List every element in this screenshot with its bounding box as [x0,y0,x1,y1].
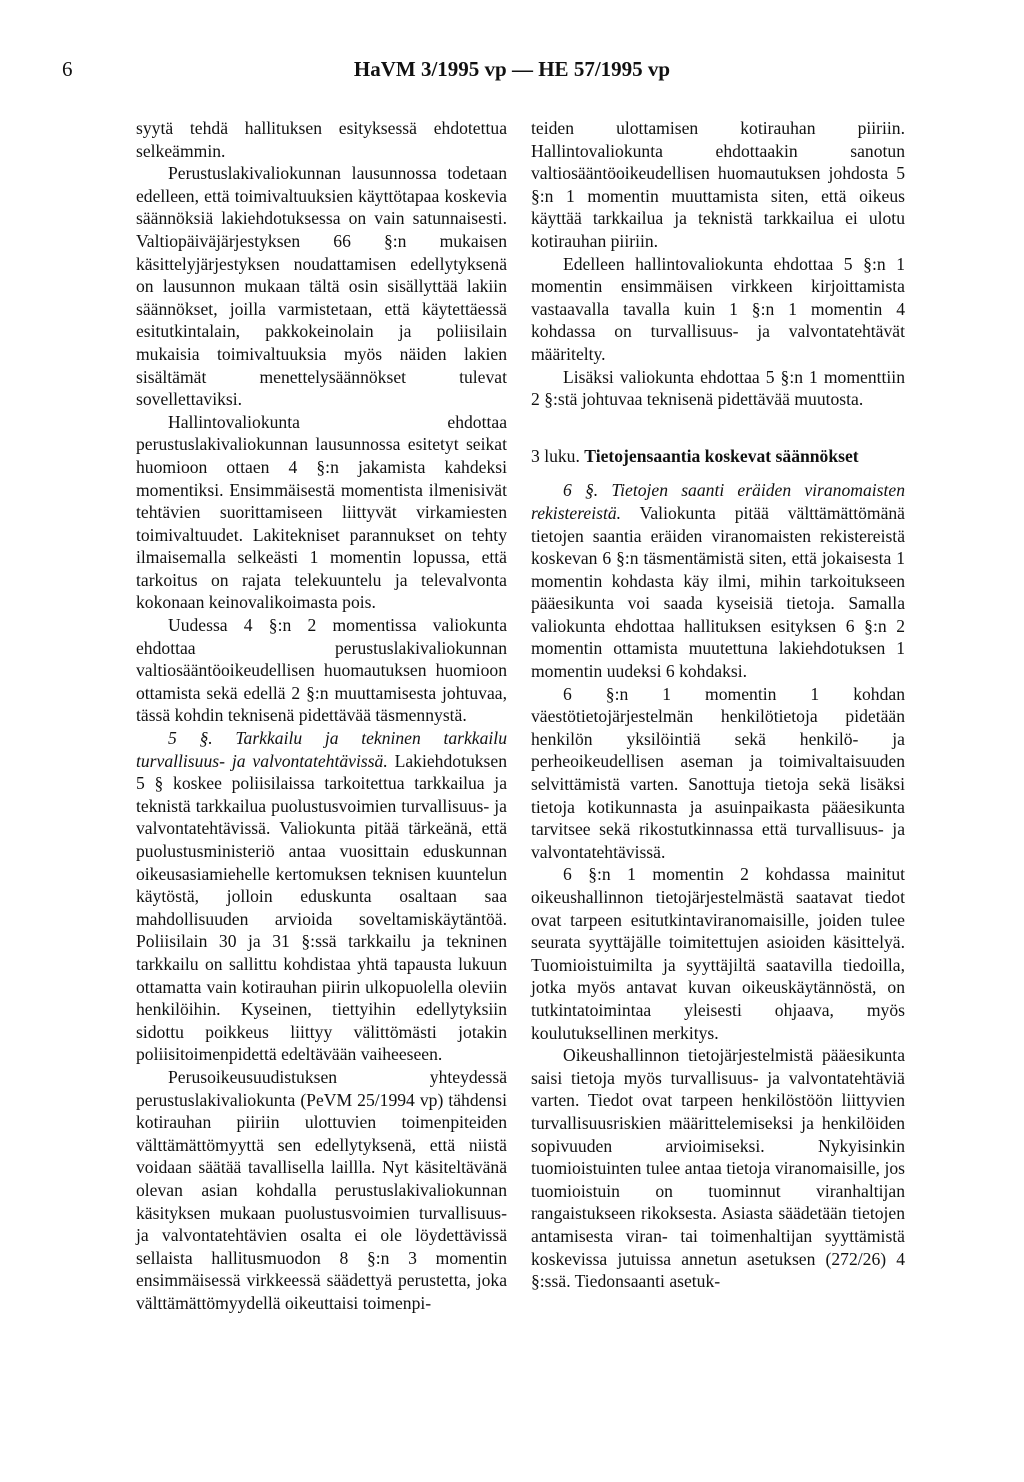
paragraph: Perusoikeusuudistuksen yhteydessä perustuslakivaliokunta (PeVM 25/1994 vp) tähdensi kotirauhan piiriin ulottuvien toimenpiteiden välttämättömyyttä sen edellytyksenä, että niistä voidaan säätää tavallisella laillla. Nyt käsiteltävänä olevan asian kohdalla perustuslakivaliokunnan käsityksen mukaan puolustusvoimien turvallisuus- ja valvontatehtävien osalta ei ole löydettävissä sellaista hallitusmuodon 8 §:n 3 momentin ensimmäisessä virkkeessä säädettyä perustetta, joka välttämättömyydellä oikeuttaisi toimenpi- [136,1066,507,1313]
chapter-number: 3 luku. [531,445,580,466]
paragraph: syytä tehdä hallituksen esityksessä ehdotettua selkeämmin. [136,118,507,161]
chapter-heading [531,445,905,468]
paragraph: Perustuslakivaliokunnan lausunnossa todetaan edelleen, että toimivaltuuksien käyttötapaa koskevia säännöksiä lakiehdotuksessa on vain satunnaisesti. Valtiopäiväjärjestyksen 66 §:n mukaisen käsittelyjärjestyksen noudattamisen edellytyksenä on lausunnon mukaan tältä osin sisällyttää lakiin säännökset, joilla varmistetaan, että käytettäessä esitutkintalain, pakkokeinolain ja poliisilain mukaisia toimivaltuuksia myös näiden lakien sisältämät menettelysäännökset tulevat sovellettaviksi. [136,163,507,410]
section-body: Lakiehdotuksen 5 § koskee poliisilaissa tarkoitettua tarkkailua ja teknistä tarkkailua puolustusvoimien turvallisuus- ja valvontatehtävissä. Valiokunta pitää tärkeänä, että puolustusministeriö antaa vuosittain eduskunnan oikeusasiamiehelle kertomuksen teknisen kuuntelun käytöstä, jolloin eduskunta osaltaan saa mahdollisuuden arvioida soveltamiskäytäntöä. Poliisilain 30 ja 31 §:ssä tarkkailu ja tekninen tarkkailu on sallittu kohdistaa yhtä tapausta lukuun ottamatta vain kotirauhan piirin ulkopuolella oleviin henkilöihin. Kyseinen, tiettyihin edellytyksiin sidottu poikkeus liittyy välittömästi jotakin poliisitoimenpidettä edeltävään vaiheeseen. [136,750,508,1065]
section-body: Valiokunta pitää välttämättömänä tietojen saantia eräiden viranomaisten rekistereistä koskevan 6 §:n täsmentämistä siten, että jokaisesta 1 momentin kohdasta käy ilmi, mihin tarkoitukseen pääesikunta voi saada kyseisiä tietoja. Samalla valiokunta ehdottaa hallituksen esityksen 6 §:n 2 momentin ottamista muutettuna lakiehdotuksen 1 momentin uudeksi 6 kohdaksi. [531,502,905,682]
page-number: 6 [62,57,73,81]
paragraph: teiden ulottamisen kotirauhan piiriin. Hallintovaliokunta ehdottaakin sanotun valtiosääntöoikeudellisen huomautuksen johdosta 5 §:n 1 momentin muuttamista siten, että oikeus käyttää tarkkailua ja teknistä tarkkailua ei ulotu kotirauhan piiriin. [531,118,905,251]
running-head: HaVM 3/1995 vp — HE 57/1995 vp [353,57,671,81]
section-title: 5 §. Tarkkailu ja tekninen tarkkailu turvallisuus- ja valvontatehtävissä. [136,728,507,771]
section-title: 6 §. Tietojen saanti eräiden viranomaisten rekistereistä. [531,480,905,523]
right-column [531,117,905,1293]
paragraph: Uudessa 4 §:n 2 momentissa valiokunta ehdottaa perustuslakivaliokunnan valtiosääntöoikeudellisen huomautuksen huomioon ottamista sekä edellä 2 §:n muuttamisesta johtuvaa, tässä kohdin teknisenä pidettävää täsmennystä. [136,615,507,726]
paragraph: Edelleen hallintovaliokunta ehdottaa 5 §:n 1 momentin ensimmäisen virkkeen kirjoittamista vastaavalla tavalla kuin 1 §:n 1 momentin 4 kohdassa on turvallisuus- ja valvontatehtävät määritelty. [531,253,905,364]
section-paragraph [136,727,507,1066]
paragraph: Lisäksi valiokunta ehdottaa 5 §:n 1 momenttiin 2 §:stä johtuvaa teknisenä pidettävää muutosta. [531,366,905,410]
section-paragraph [531,479,905,682]
left-column [136,117,507,1314]
paragraph: 6 §:n 1 momentin 1 kohdan väestötietojärjestelmän henkilötietoja pidetään henkilön yksilöintiä sekä henkilö- ja perheoikeudellisen aseman ja toimivaltaisuuden selvittämistä varten. Sanottuja tietoja sekä lisäksi tietoja kotikunnasta ja asuinpaikasta pääesikunta tarvitsee sekä rikostutkinnassa että turvallisuus- ja valvontatehtävissä. [531,683,905,862]
paragraph: 6 §:n 1 momentin 2 kohdassa mainitut oikeushallinnon tietojärjestelmästä saatavat tiedot ovat tarpeen esitutkintaviranomaisille, joiden tulee seurata syyttäjälle toimitettujen asioiden käsittelyä. Tuomioistuimilta ja syyttäjiltä saatavilla tiedoilla, jotka myös antavat kuvan oikeuskäytännöstä, on tutkintatoimintaa yleisesti ohjaava, myös koulutuksellinen merkitys. [531,864,905,1043]
chapter-title: Tietojensaantia koskevat säännökset [584,445,859,466]
paragraph: Oikeushallinnon tietojärjestelmistä pääesikunta saisi tietoja myös turvallisuus- ja valvontatehtäviä varten. Tiedot ovat tarpeen henkilöstöön liittyvien turvallisuusriskien määrittelemiseksi ja henkilöiden sopivuuden arvioimiseksi. Nykyisinkin tuomioistuinten tulee antaa tietoja viranomaisille, jos tuomioistuin on tuominnut viranhaltijan rangaistukseen rikoksesta. Asiasta säädetään tietojen antamisesta viran- tai toimenhaltijan syyttämistä koskevissa jutuissa annetun asetuksen (272/26) 4 §:ssä. Tiedonsaanti asetuk- [531,1045,905,1292]
paragraph: Hallintovaliokunta ehdottaa perustuslakivaliokunnan lausunnossa esitetyt seikat huomioon ottaen 4 §:n jakamista kahdeksi momentiksi. Ensimmäisestä momentista ilmenisivät tehtävien suorittamiseen liittyvät virkamiesten toimivaltuudet. Lakitekniset parannukset on tehty ilmaisemalla selkeästi 1 momentin lopussa, että tarkoitus on rajata telekuuntelu ja televalvonta kokonaan keinovalikoimasta pois. [136,411,507,613]
